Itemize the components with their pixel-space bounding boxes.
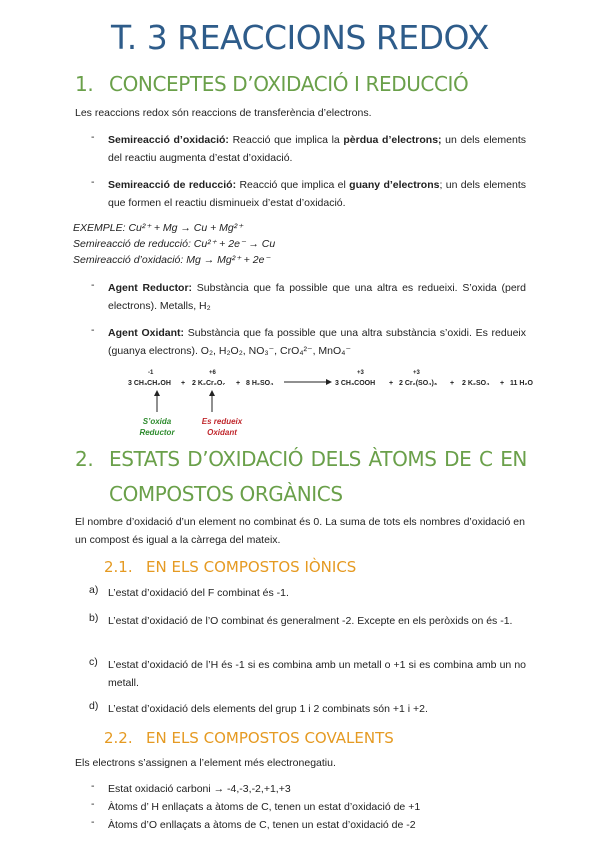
product-water: 11 H₂O [510, 380, 533, 387]
reduction-pointer-head [209, 390, 215, 396]
ionic-rule-item: L’estat d’oxidació de l’H és -1 si es combina amb un metall o +1 si es combina amb un no metall. [108, 659, 526, 689]
example-line-1: EXEMPLE: Cu²⁺ + Mg → Cu + Mg²⁺ [73, 222, 243, 234]
example-line-2: Semireacció de reducció: Cu²⁺ + 2e⁻ → Cu [73, 238, 276, 250]
reducing-agent-term: Agent Reductor: [108, 282, 193, 294]
oxidizing-agent-label: Oxidant [207, 428, 237, 437]
section-1-title: CONCEPTES D’OXIDACIÓ I REDUCCIÓ [109, 72, 469, 96]
oxidation-text-b: un dels elements del reactiu augmenta d’estat d’oxidació. [108, 134, 526, 164]
subsection-2-2-heading [104, 729, 394, 747]
product-chromium-sulfate: 2 Cr₂(SO₄)₃ [399, 380, 438, 387]
subsection-2-2-title: EN ELS COMPOSTOS COVALENTS [146, 729, 394, 747]
ionic-rule-item: L’estat d’oxidació del F combinat és -1. [108, 587, 289, 599]
plus-sign: + [389, 380, 394, 387]
subsection-2-2-number: 2.2. [104, 729, 133, 747]
section-1-intro: Les reaccions redox són reaccions de transferència d’electrons. [75, 107, 372, 119]
oxidation-pointer-head [154, 390, 160, 396]
reduction-bold: guany d’electrons [349, 179, 440, 191]
oxidizing-agent-term: Agent Oxidant: [108, 327, 185, 339]
bullet-marker: - [91, 176, 95, 188]
list-label: a) [89, 584, 99, 596]
product-acetic-acid: 3 CH₃COOH [335, 380, 376, 387]
ionic-rule-item: L’estat d’oxidació dels elements del grup 1 i 2 combinats són +1 i +2. [108, 703, 428, 715]
bullet-marker: - [91, 324, 95, 336]
bullet-marker: - [91, 279, 95, 291]
section-2-intro: El nombre d’oxidació d’un element no combinat és 0. La suma de tots els nombres d’oxidació en un compost és igual a la càrrega del mateix. [75, 516, 525, 546]
oxidation-number-ethanol: -1 [148, 370, 154, 376]
oxidizes-label: S’oxida [142, 417, 172, 426]
section-1-number: 1. [75, 72, 94, 96]
bullet-marker: - [91, 131, 95, 143]
is-reduced-label: Es redueix [201, 417, 243, 426]
example-line-3: Semireacció d’oxidació: Mg → Mg²⁺ + 2e⁻ [73, 254, 270, 266]
plus-sign: + [236, 380, 241, 387]
reactant-potassium-dichromate: 2 K₂Cr₂O₇ [192, 380, 226, 387]
plus-sign: + [500, 380, 505, 387]
covalent-rule-item: Estat oxidació carboni → -4,-3,-2,+1,+3 [108, 783, 291, 795]
oxidizing-agent-text: Substància que fa possible que una altra substància s’oxidi. Es redueix (guanya electrons). O₂, H₂O₂, NO₃⁻, CrO₄²⁻, MnO₄⁻ [108, 327, 527, 357]
section-2-title-line-2: COMPOSTOS ORGÀNICS [109, 482, 343, 506]
reducing-agent-label: Reductor [139, 428, 175, 437]
bullet-marker: - [91, 780, 95, 792]
page-title: T. 3 REACCIONS REDOX [110, 18, 490, 57]
reduction-term: Semireacció de reducció: [108, 179, 237, 191]
reactant-sulfuric-acid: 8 H₂SO₄ [246, 380, 274, 387]
oxidation-number-acetic-acid: +3 [357, 370, 364, 376]
reduction-text-b: ; un dels elements que formen el reactiu disminueix d’estat d’oxidació. [108, 179, 526, 209]
covalent-rule-item: Àtoms d’O enllaçats a àtoms de C, tenen un estat d’oxidació de -2 [108, 819, 416, 831]
section-2-heading-line-1 [75, 447, 527, 471]
subsection-2-2-intro: Els electrons s’assignen a l’element més electronegatiu. [75, 757, 336, 769]
product-potassium-sulfate: 2 K₂SO₄ [462, 380, 490, 387]
subsection-2-1-number: 2.1. [104, 558, 133, 576]
oxidation-number-chromium-sulfate: +3 [413, 370, 420, 376]
subsection-2-1-heading [104, 558, 356, 576]
list-label: d) [89, 700, 99, 712]
list-label: c) [89, 656, 98, 668]
reaction-arrow-head [326, 379, 332, 385]
subsection-2-1-title: EN ELS COMPOSTOS IÒNICS [146, 558, 357, 576]
bullet-marker: - [91, 798, 95, 810]
list-label: b) [89, 612, 99, 624]
oxidation-term: Semireacció d’oxidació: [108, 134, 229, 146]
section-2-number: 2. [75, 447, 94, 471]
reduction-text-a: Reacció que implica el [236, 179, 350, 191]
ionic-rule-item: L’estat d’oxidació de l’O combinat és generalment -2. Excepte en els peròxids on és -1. [108, 615, 513, 627]
bullet-marker: - [91, 816, 95, 828]
reducing-agent-text: Substància que fa possible que una altra es redueixi. S’oxida (perd electrons). Metalls, H₂ [108, 282, 527, 312]
oxidation-bold: pèrdua d’electrons; [343, 134, 442, 146]
section-2-title-line-1: ESTATS D’OXIDACIÓ DELS ÀTOMS DE C EN [109, 447, 527, 471]
plus-sign: + [181, 380, 186, 387]
oxidation-number-dichromate: +6 [209, 370, 216, 376]
plus-sign: + [450, 380, 455, 387]
covalent-rule-item: Àtoms d’ H enllaçats a àtoms de C, tenen un estat d’oxidació de +1 [108, 801, 421, 813]
reactant-ethanol: 3 CH₃CH₂OH [128, 380, 171, 387]
oxidation-text-a: Reacció que implica la [228, 134, 344, 146]
